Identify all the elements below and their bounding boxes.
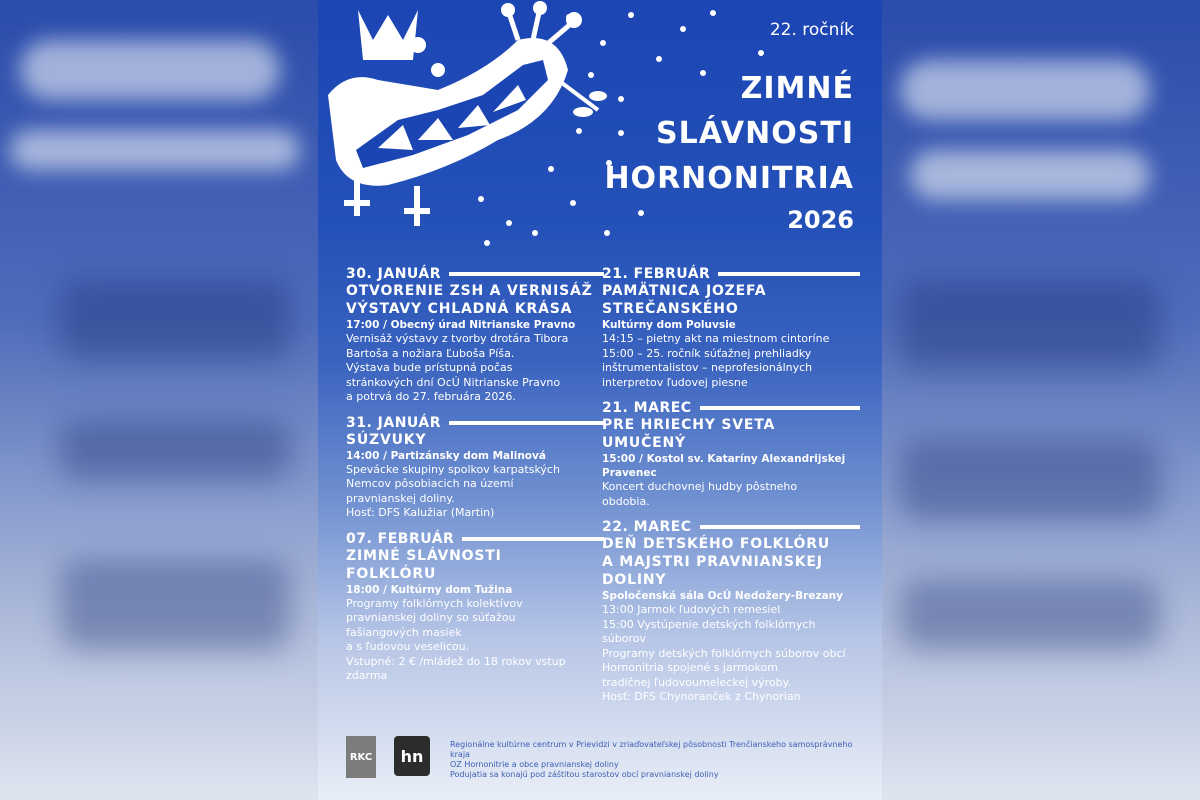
event-block: [346, 415, 604, 521]
event-title: VÝSTAVY CHLADNÁ KRÁSA: [346, 301, 573, 317]
event-block: [602, 519, 860, 705]
event-time-place: 15:00 / Kostol sv. Kataríny Alexandrijskej Pravenec: [602, 453, 846, 479]
event-description: [602, 480, 860, 509]
event-date: 22. MAREC: [602, 519, 692, 535]
event-block: [602, 400, 860, 509]
date-divider: [462, 537, 604, 541]
description-line: 13:00 Jarmok ľudových remesiel: [602, 603, 781, 616]
event-description: [346, 597, 604, 684]
date-divider: [700, 406, 860, 410]
event-description: [602, 332, 860, 390]
event-date-row: [602, 400, 860, 416]
description-line: Programy detských folklórnych súborov obcí: [602, 646, 846, 660]
event-date-row: [602, 519, 860, 535]
description-line: Vstupné: 2 € /mládež do 18 rokov vstup: [346, 654, 566, 668]
event-title: FOLKLÓRU: [346, 565, 437, 582]
event-description: [602, 603, 860, 705]
description-line: Výstava bude prístupná počas: [346, 361, 513, 374]
description-line: Spevácke skupiny spolkov karpatských: [346, 462, 560, 476]
date-divider: [449, 272, 604, 276]
footer-line: Podujatia sa konajú pod záštitou starostov obcí pravnianskej doliny: [450, 770, 719, 779]
title-line: SLÁVNOSTI: [656, 116, 854, 151]
event-time-place: 18:00 / Kultúrny dom Tužina: [346, 583, 513, 596]
date-divider: [700, 525, 860, 529]
date-divider: [718, 272, 860, 276]
event-date: 31. JANUÁR: [346, 414, 441, 431]
description-line: stránkových dní OcÚ Nitrianske Pravno: [346, 375, 561, 389]
events-column-right: [602, 266, 860, 715]
description-line: pravnianskej doliny.: [346, 491, 455, 505]
event-description: [346, 463, 604, 521]
footer-credits: [450, 740, 870, 780]
description-line: 14:15 – pietny akt na miestnom cintoríne: [602, 332, 830, 345]
event-block: [602, 266, 860, 390]
description-line: Vernisáž výstavy z tvorby drotára Tibora: [346, 332, 569, 345]
description-line: tradičnej ľudovoumeleckej výroby.: [602, 675, 792, 689]
description-line: Bartoša a nožiara Ľuboša Píša.: [346, 346, 515, 360]
event-title: OTVORENIE ZSH A VERNISÁŽ: [346, 283, 593, 299]
poster-title: [604, 66, 854, 237]
event-title: DOLINY: [602, 572, 667, 588]
description-line: 15:00 – 25. ročník súťažnej prehliadky: [602, 346, 812, 360]
footer-line: OZ Hornonitrie a obce pravnianskej doliny: [450, 760, 619, 769]
event-date: 21. MAREC: [602, 400, 692, 416]
blurred-background-left: [0, 0, 320, 800]
title-line: ZIMNÉ: [740, 71, 854, 106]
poster-year: 2026: [787, 206, 854, 234]
event-title: DEŇ DETSKÉHO FOLKLÓRU: [602, 536, 831, 552]
description-line: a potrvá do 27. februára 2026.: [346, 390, 516, 403]
event-time-place: Kultúrny dom Poluvsie: [602, 319, 736, 331]
event-time-place: 14:00 / Partizánsky dom Malinová: [346, 449, 546, 462]
date-divider: [449, 421, 604, 425]
event-title: STREČANSKÉHO: [602, 301, 739, 317]
description-line: Hosť: DFS Kalužiar (Martin): [346, 506, 495, 519]
description-line: fašiangových masiek: [346, 625, 462, 639]
hornonitrie-logo: hn: [394, 736, 430, 776]
description-line: a s ľudovou veselicou.: [346, 640, 470, 653]
event-date-row: [602, 266, 860, 282]
event-block: [346, 531, 604, 684]
event-title: PAMÄTNICA JOZEFA: [602, 283, 767, 299]
description-line: obdobia.: [602, 494, 650, 508]
event-date: 07. FEBRUÁR: [346, 530, 455, 547]
description-line: inštrumentalistov – neprofesionálnych: [602, 361, 813, 374]
event-block: [346, 266, 604, 405]
event-title: A MAJSTRI PRAVNIANSKEJ: [602, 554, 823, 570]
description-line: interpretov ľudovej piesne: [602, 375, 748, 389]
event-title: SÚZVUKY: [346, 431, 427, 448]
event-title: ZIMNÉ SLÁVNOSTI: [346, 547, 502, 564]
title-line: HORNONITRIA: [604, 161, 854, 196]
description-line: pravnianskej doliny so súťažou: [346, 611, 516, 624]
footer-line: Regionálne kultúrne centrum v Prievidzi v zriaďovateľskej pôsobnosti Trenčianskeho samosprávneho kraja: [450, 740, 853, 759]
event-time-place: 17:00 / Obecný úrad Nitrianske Pravno: [346, 319, 576, 331]
edition-label: 22. ročník: [769, 20, 854, 40]
description-line: zdarma: [346, 669, 388, 682]
event-poster: [318, 0, 882, 800]
description-line: 15:00 Vystúpenie detských folklórnych: [602, 617, 816, 631]
description-line: súborov: [602, 632, 646, 645]
event-title: UMUČENÝ: [602, 435, 686, 451]
blurred-background-right: [880, 0, 1200, 800]
description-line: Programy folklórnych kolektívov: [346, 596, 523, 610]
description-line: Nemcov pôsobiacich na území: [346, 477, 514, 490]
events-column-left: [346, 266, 604, 694]
event-date: 21. FEBRUÁR: [602, 266, 711, 282]
description-line: Koncert duchovnej hudby pôstneho: [602, 480, 798, 493]
poster-footer: [346, 736, 866, 786]
event-title: PRE HRIECHY SVETA: [602, 417, 776, 433]
event-date: 30. JANUÁR: [346, 266, 441, 282]
folk-bird-icon: [318, 0, 618, 250]
event-date-row: [346, 266, 604, 282]
event-date-row: [346, 415, 604, 431]
event-description: [346, 332, 604, 405]
rkc-logo: RKC: [346, 736, 376, 778]
description-line: Hornonitria spojené s jarmokom: [602, 661, 778, 674]
event-date-row: [346, 531, 604, 547]
event-time-place: Spoločenská sála OcÚ Nedožery-Brezany: [602, 590, 843, 602]
description-line: Hosť: DFS Chynoranček z Chynorian: [602, 690, 801, 703]
